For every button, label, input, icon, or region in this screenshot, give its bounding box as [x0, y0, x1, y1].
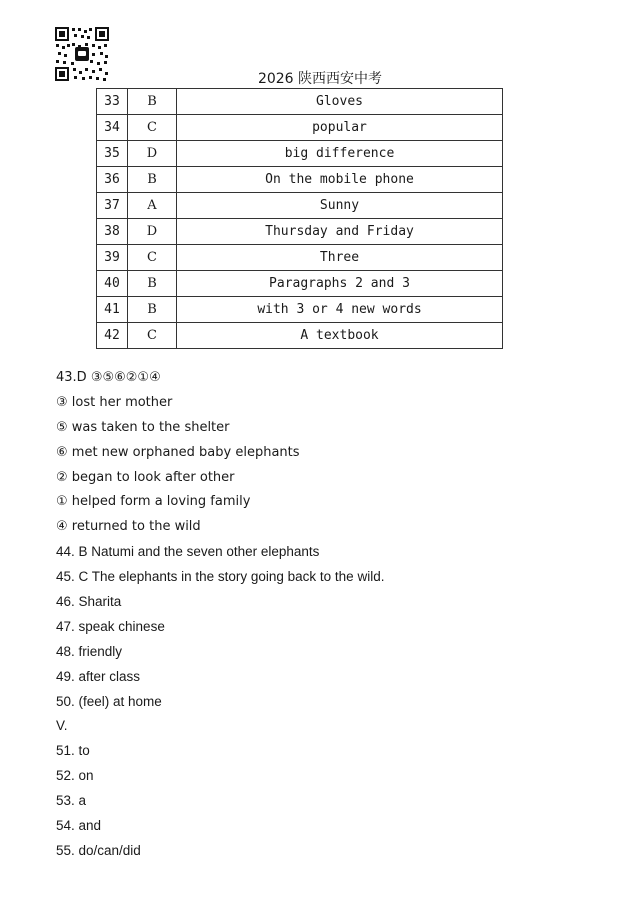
table-row — [97, 167, 503, 193]
page-title: 2026 陕西西安中考 — [257, 71, 383, 87]
answer-text-cell: popular — [177, 115, 503, 141]
table-row — [97, 323, 503, 349]
answer-text-cell: with 3 or 4 new words — [177, 297, 503, 323]
answer-list — [56, 366, 384, 864]
step-item: ④ returned to the wild — [56, 519, 201, 535]
step-item: ① helped form a loving family — [56, 494, 251, 510]
question-number-cell: 38 — [97, 219, 128, 245]
step-item: ② began to look after other — [56, 469, 235, 485]
table-row — [97, 297, 503, 323]
choice-letter-cell: B — [128, 167, 177, 193]
choice-letter-cell: A — [128, 193, 177, 219]
question-number-cell: 35 — [97, 141, 128, 167]
choice-letter-cell: D — [128, 141, 177, 167]
table-row — [97, 219, 503, 245]
answer-line: 54. and — [56, 818, 102, 834]
step-item: ③ lost her mother — [56, 394, 173, 410]
table-row — [97, 141, 503, 167]
question-number-cell: 39 — [97, 245, 128, 271]
answer-line: 45. C The elephants in the story going back to the wild. — [56, 569, 385, 585]
answer-q43: 43.D ③⑤⑥②①④ — [56, 370, 161, 385]
step-item: ⑥ met new orphaned baby elephants — [56, 444, 300, 460]
answer-text-cell: A textbook — [177, 323, 503, 349]
table-row — [97, 115, 503, 141]
choice-letter-cell: C — [128, 245, 177, 271]
question-number-cell: 40 — [97, 271, 128, 297]
question-number-cell: 36 — [97, 167, 128, 193]
answer-text-cell: On the mobile phone — [177, 167, 503, 193]
answer-text-cell: Gloves — [177, 89, 503, 115]
question-number-cell: 42 — [97, 323, 128, 349]
question-number-cell: 33 — [97, 89, 128, 115]
question-number-cell: 34 — [97, 115, 128, 141]
answer-line: 46. Sharita — [56, 594, 122, 610]
section-label: V. — [56, 718, 68, 734]
choice-letter-cell: B — [128, 89, 177, 115]
table-row — [97, 245, 503, 271]
choice-letter-cell: C — [128, 115, 177, 141]
table-row — [97, 89, 503, 115]
table-row — [97, 193, 503, 219]
table-row — [97, 271, 503, 297]
answer-line: 49. after class — [56, 668, 141, 684]
answer-text-cell: Paragraphs 2 and 3 — [177, 271, 503, 297]
steps-list — [56, 391, 384, 540]
answer-line: 48. friendly — [56, 643, 123, 659]
answer-line: 51. to — [56, 743, 90, 759]
answer-line: 44. B Natumi and the seven other elephants — [56, 544, 320, 560]
answer-line: 50. (feel) at home — [56, 693, 162, 709]
remaining-answers — [56, 540, 384, 864]
answer-line: 53. a — [56, 793, 87, 809]
answer-line: 55. do/can/did — [56, 842, 141, 858]
answer-line: 47. speak chinese — [56, 618, 165, 634]
answer-text-cell: Sunny — [177, 193, 503, 219]
question-number-cell: 41 — [97, 297, 128, 323]
question-number-cell: 37 — [97, 193, 128, 219]
answer-line: 52. on — [56, 768, 94, 784]
choice-letter-cell: D — [128, 219, 177, 245]
choice-letter-cell: B — [128, 271, 177, 297]
answer-table — [96, 88, 503, 349]
choice-letter-cell: C — [128, 323, 177, 349]
step-item: ⑤ was taken to the shelter — [56, 419, 230, 435]
answer-text-cell: Thursday and Friday — [177, 219, 503, 245]
choice-letter-cell: B — [128, 297, 177, 323]
answer-text-cell: Three — [177, 245, 503, 271]
answer-text-cell: big difference — [177, 141, 503, 167]
